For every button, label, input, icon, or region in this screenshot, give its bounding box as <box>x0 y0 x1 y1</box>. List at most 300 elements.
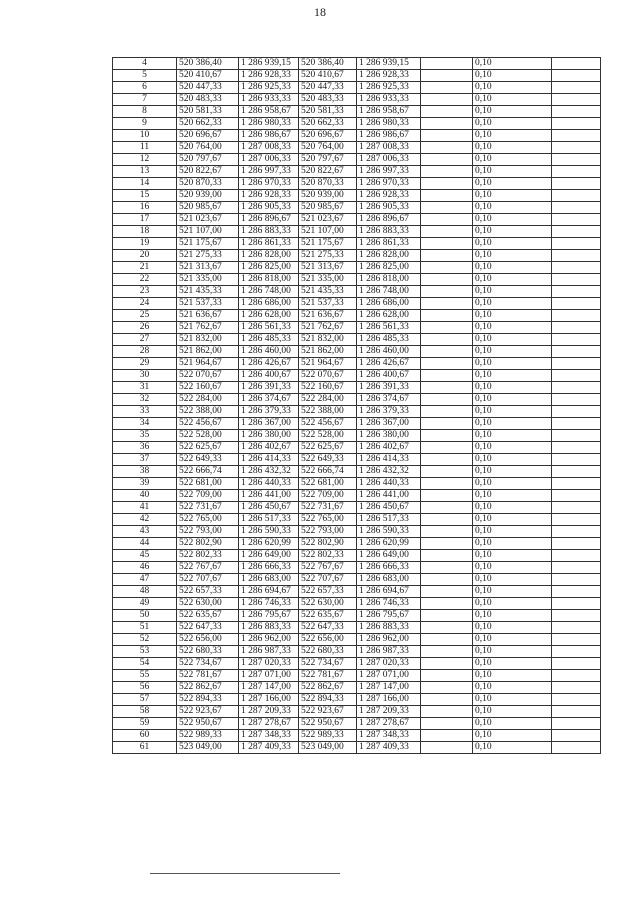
empty-cell-cell <box>552 58 601 70</box>
y-new-cell: 1 286 997,33 <box>357 166 421 178</box>
x-new-cell: 520 870,33 <box>299 178 357 190</box>
x-new-cell: 521 762,67 <box>299 322 357 334</box>
table-row <box>113 550 601 562</box>
accuracy-cell: 0,10 <box>473 742 552 754</box>
point-number-cell: 52 <box>113 634 177 646</box>
y-new-cell: 1 286 928,33 <box>357 70 421 82</box>
point-number-cell: 29 <box>113 358 177 370</box>
empty-cell-cell <box>421 742 473 754</box>
table-row <box>113 490 601 502</box>
y-new-cell: 1 286 367,00 <box>357 418 421 430</box>
point-number-cell: 16 <box>113 202 177 214</box>
y-new-cell: 1 287 348,33 <box>357 730 421 742</box>
accuracy-cell: 0,10 <box>473 298 552 310</box>
x-existing-cell: 522 647,33 <box>177 622 239 634</box>
accuracy-cell: 0,10 <box>473 250 552 262</box>
y-new-cell: 1 286 391,33 <box>357 382 421 394</box>
y-new-cell: 1 286 828,00 <box>357 250 421 262</box>
y-new-cell: 1 286 795,67 <box>357 610 421 622</box>
x-new-cell: 522 070,67 <box>299 370 357 382</box>
empty-cell-cell <box>552 490 601 502</box>
table-row <box>113 166 601 178</box>
empty-cell-cell <box>421 334 473 346</box>
table-row <box>113 250 601 262</box>
empty-cell-cell <box>421 202 473 214</box>
x-new-cell: 520 797,67 <box>299 154 357 166</box>
empty-cell-cell <box>552 418 601 430</box>
x-existing-cell: 520 483,33 <box>177 94 239 106</box>
x-new-cell: 522 656,00 <box>299 634 357 646</box>
empty-cell-cell <box>552 262 601 274</box>
table-row <box>113 658 601 670</box>
empty-cell-cell <box>421 394 473 406</box>
x-existing-cell: 522 284,00 <box>177 394 239 406</box>
x-new-cell: 520 447,33 <box>299 82 357 94</box>
x-new-cell: 522 647,33 <box>299 622 357 634</box>
accuracy-cell: 0,10 <box>473 106 552 118</box>
empty-cell-cell <box>421 562 473 574</box>
x-new-cell: 522 765,00 <box>299 514 357 526</box>
x-new-cell: 522 781,67 <box>299 670 357 682</box>
point-number-cell: 53 <box>113 646 177 658</box>
point-number-cell: 57 <box>113 694 177 706</box>
x-new-cell: 520 939,00 <box>299 190 357 202</box>
y-existing-cell: 1 286 883,33 <box>239 622 299 634</box>
accuracy-cell: 0,10 <box>473 142 552 154</box>
table-row <box>113 706 601 718</box>
x-existing-cell: 522 657,33 <box>177 586 239 598</box>
accuracy-cell: 0,10 <box>473 430 552 442</box>
y-existing-cell: 1 287 020,33 <box>239 658 299 670</box>
x-new-cell: 520 581,33 <box>299 106 357 118</box>
x-new-cell: 522 666,74 <box>299 466 357 478</box>
accuracy-cell: 0,10 <box>473 274 552 286</box>
empty-cell-cell <box>552 82 601 94</box>
y-existing-cell: 1 286 748,00 <box>239 286 299 298</box>
point-number-cell: 49 <box>113 598 177 610</box>
y-new-cell: 1 286 883,33 <box>357 622 421 634</box>
empty-cell-cell <box>552 622 601 634</box>
table-row <box>113 190 601 202</box>
empty-cell-cell <box>552 70 601 82</box>
y-new-cell: 1 286 590,33 <box>357 526 421 538</box>
x-existing-cell: 522 989,33 <box>177 730 239 742</box>
empty-cell-cell <box>552 478 601 490</box>
x-new-cell: 521 335,00 <box>299 274 357 286</box>
table-row <box>113 526 601 538</box>
y-existing-cell: 1 287 209,33 <box>239 706 299 718</box>
x-existing-cell: 521 862,00 <box>177 346 239 358</box>
y-new-cell: 1 287 006,33 <box>357 154 421 166</box>
x-new-cell: 522 681,00 <box>299 478 357 490</box>
empty-cell-cell <box>552 94 601 106</box>
table-row <box>113 610 601 622</box>
x-existing-cell: 520 581,33 <box>177 106 239 118</box>
empty-cell-cell <box>421 106 473 118</box>
empty-cell-cell <box>552 118 601 130</box>
y-new-cell: 1 286 883,33 <box>357 226 421 238</box>
y-existing-cell: 1 286 686,00 <box>239 298 299 310</box>
table-row <box>113 562 601 574</box>
x-existing-cell: 522 666,74 <box>177 466 239 478</box>
empty-cell-cell <box>552 586 601 598</box>
point-number-cell: 11 <box>113 142 177 154</box>
x-existing-cell: 522 923,67 <box>177 706 239 718</box>
table-row <box>113 742 601 754</box>
empty-cell-cell <box>552 238 601 250</box>
x-existing-cell: 521 275,33 <box>177 250 239 262</box>
empty-cell-cell <box>552 454 601 466</box>
table-row <box>113 358 601 370</box>
table-row <box>113 454 601 466</box>
empty-cell-cell <box>552 322 601 334</box>
footer-divider <box>150 873 340 874</box>
accuracy-cell: 0,10 <box>473 562 552 574</box>
y-existing-cell: 1 286 933,33 <box>239 94 299 106</box>
y-new-cell: 1 286 379,33 <box>357 406 421 418</box>
point-number-cell: 31 <box>113 382 177 394</box>
x-new-cell: 522 894,33 <box>299 694 357 706</box>
point-number-cell: 41 <box>113 502 177 514</box>
x-existing-cell: 522 731,67 <box>177 502 239 514</box>
y-existing-cell: 1 287 166,00 <box>239 694 299 706</box>
y-existing-cell: 1 286 958,67 <box>239 106 299 118</box>
empty-cell-cell <box>421 382 473 394</box>
point-number-cell: 42 <box>113 514 177 526</box>
x-new-cell: 522 680,33 <box>299 646 357 658</box>
point-number-cell: 34 <box>113 418 177 430</box>
empty-cell-cell <box>552 334 601 346</box>
x-existing-cell: 520 764,00 <box>177 142 239 154</box>
empty-cell-cell <box>421 322 473 334</box>
y-existing-cell: 1 286 402,67 <box>239 442 299 454</box>
y-existing-cell: 1 286 441,00 <box>239 490 299 502</box>
x-new-cell: 521 175,67 <box>299 238 357 250</box>
y-existing-cell: 1 286 374,67 <box>239 394 299 406</box>
accuracy-cell: 0,10 <box>473 118 552 130</box>
y-new-cell: 1 286 818,00 <box>357 274 421 286</box>
empty-cell-cell <box>552 130 601 142</box>
x-existing-cell: 520 447,33 <box>177 82 239 94</box>
point-number-cell: 10 <box>113 130 177 142</box>
accuracy-cell: 0,10 <box>473 646 552 658</box>
empty-cell-cell <box>421 610 473 622</box>
empty-cell-cell <box>421 454 473 466</box>
y-new-cell: 1 286 380,00 <box>357 430 421 442</box>
empty-cell-cell <box>421 718 473 730</box>
accuracy-cell: 0,10 <box>473 610 552 622</box>
empty-cell-cell <box>552 310 601 322</box>
table-row <box>113 298 601 310</box>
x-new-cell: 522 625,67 <box>299 442 357 454</box>
point-number-cell: 19 <box>113 238 177 250</box>
empty-cell-cell <box>552 646 601 658</box>
empty-cell-cell <box>552 106 601 118</box>
empty-cell-cell <box>421 406 473 418</box>
x-existing-cell: 522 862,67 <box>177 682 239 694</box>
y-existing-cell: 1 286 379,33 <box>239 406 299 418</box>
accuracy-cell: 0,10 <box>473 370 552 382</box>
y-new-cell: 1 286 958,67 <box>357 106 421 118</box>
y-new-cell: 1 287 071,00 <box>357 670 421 682</box>
empty-cell-cell <box>421 646 473 658</box>
y-existing-cell: 1 286 683,00 <box>239 574 299 586</box>
y-new-cell: 1 286 905,33 <box>357 202 421 214</box>
y-new-cell: 1 287 278,67 <box>357 718 421 730</box>
point-number-cell: 9 <box>113 118 177 130</box>
empty-cell-cell <box>421 634 473 646</box>
accuracy-cell: 0,10 <box>473 574 552 586</box>
y-existing-cell: 1 287 147,00 <box>239 682 299 694</box>
x-existing-cell: 522 656,00 <box>177 634 239 646</box>
y-existing-cell: 1 286 561,33 <box>239 322 299 334</box>
point-number-cell: 23 <box>113 286 177 298</box>
y-new-cell: 1 286 987,33 <box>357 646 421 658</box>
point-number-cell: 22 <box>113 274 177 286</box>
y-new-cell: 1 286 962,00 <box>357 634 421 646</box>
y-new-cell: 1 286 374,67 <box>357 394 421 406</box>
table-row <box>113 466 601 478</box>
table-row <box>113 370 601 382</box>
point-number-cell: 4 <box>113 58 177 70</box>
point-number-cell: 14 <box>113 178 177 190</box>
y-new-cell: 1 286 402,67 <box>357 442 421 454</box>
x-new-cell: 522 989,33 <box>299 730 357 742</box>
point-number-cell: 15 <box>113 190 177 202</box>
y-new-cell: 1 286 896,67 <box>357 214 421 226</box>
table-row <box>113 262 601 274</box>
empty-cell-cell <box>421 574 473 586</box>
point-number-cell: 36 <box>113 442 177 454</box>
y-new-cell: 1 286 694,67 <box>357 586 421 598</box>
x-new-cell: 521 023,67 <box>299 214 357 226</box>
empty-cell-cell <box>552 166 601 178</box>
x-new-cell: 522 950,67 <box>299 718 357 730</box>
y-existing-cell: 1 286 694,67 <box>239 586 299 598</box>
x-existing-cell: 521 175,67 <box>177 238 239 250</box>
accuracy-cell: 0,10 <box>473 238 552 250</box>
empty-cell-cell <box>421 250 473 262</box>
coordinates-table-body <box>113 58 601 754</box>
empty-cell-cell <box>421 538 473 550</box>
x-existing-cell: 521 107,00 <box>177 226 239 238</box>
x-new-cell: 522 388,00 <box>299 406 357 418</box>
x-new-cell: 520 410,67 <box>299 70 357 82</box>
x-new-cell: 522 630,00 <box>299 598 357 610</box>
empty-cell-cell <box>421 214 473 226</box>
table-row <box>113 406 601 418</box>
x-existing-cell: 520 410,67 <box>177 70 239 82</box>
empty-cell-cell <box>421 706 473 718</box>
empty-cell-cell <box>552 550 601 562</box>
x-existing-cell: 522 781,67 <box>177 670 239 682</box>
empty-cell-cell <box>552 190 601 202</box>
empty-cell-cell <box>552 274 601 286</box>
y-existing-cell: 1 286 896,67 <box>239 214 299 226</box>
x-existing-cell: 522 767,67 <box>177 562 239 574</box>
empty-cell-cell <box>421 658 473 670</box>
empty-cell-cell <box>552 346 601 358</box>
point-number-cell: 54 <box>113 658 177 670</box>
x-existing-cell: 522 765,00 <box>177 514 239 526</box>
y-existing-cell: 1 286 620,99 <box>239 538 299 550</box>
empty-cell-cell <box>421 586 473 598</box>
empty-cell-cell <box>421 370 473 382</box>
point-number-cell: 58 <box>113 706 177 718</box>
table-row <box>113 310 601 322</box>
point-number-cell: 24 <box>113 298 177 310</box>
point-number-cell: 51 <box>113 622 177 634</box>
y-existing-cell: 1 286 517,33 <box>239 514 299 526</box>
y-existing-cell: 1 286 380,00 <box>239 430 299 442</box>
empty-cell-cell <box>552 394 601 406</box>
table-row <box>113 682 601 694</box>
accuracy-cell: 0,10 <box>473 286 552 298</box>
x-new-cell: 523 049,00 <box>299 742 357 754</box>
empty-cell-cell <box>552 370 601 382</box>
x-new-cell: 521 435,33 <box>299 286 357 298</box>
empty-cell-cell <box>421 262 473 274</box>
y-existing-cell: 1 286 440,33 <box>239 478 299 490</box>
point-number-cell: 55 <box>113 670 177 682</box>
empty-cell-cell <box>421 670 473 682</box>
y-existing-cell: 1 286 962,00 <box>239 634 299 646</box>
x-new-cell: 520 764,00 <box>299 142 357 154</box>
empty-cell-cell <box>421 694 473 706</box>
y-new-cell: 1 286 928,33 <box>357 190 421 202</box>
empty-cell-cell <box>421 94 473 106</box>
empty-cell-cell <box>552 706 601 718</box>
x-existing-cell: 522 625,67 <box>177 442 239 454</box>
y-new-cell: 1 286 980,33 <box>357 118 421 130</box>
y-existing-cell: 1 286 928,33 <box>239 190 299 202</box>
x-new-cell: 520 483,33 <box>299 94 357 106</box>
table-row <box>113 106 601 118</box>
empty-cell-cell <box>552 730 601 742</box>
empty-cell-cell <box>421 274 473 286</box>
accuracy-cell: 0,10 <box>473 442 552 454</box>
empty-cell-cell <box>421 490 473 502</box>
y-new-cell: 1 286 561,33 <box>357 322 421 334</box>
empty-cell-cell <box>552 250 601 262</box>
point-number-cell: 40 <box>113 490 177 502</box>
y-new-cell: 1 287 209,33 <box>357 706 421 718</box>
accuracy-cell: 0,10 <box>473 718 552 730</box>
y-existing-cell: 1 286 400,67 <box>239 370 299 382</box>
y-existing-cell: 1 286 883,33 <box>239 226 299 238</box>
point-number-cell: 20 <box>113 250 177 262</box>
y-existing-cell: 1 286 414,33 <box>239 454 299 466</box>
y-new-cell: 1 286 649,00 <box>357 550 421 562</box>
y-new-cell: 1 286 986,67 <box>357 130 421 142</box>
accuracy-cell: 0,10 <box>473 454 552 466</box>
empty-cell-cell <box>552 226 601 238</box>
x-existing-cell: 522 950,67 <box>177 718 239 730</box>
empty-cell-cell <box>421 502 473 514</box>
accuracy-cell: 0,10 <box>473 358 552 370</box>
point-number-cell: 39 <box>113 478 177 490</box>
x-existing-cell: 522 709,00 <box>177 490 239 502</box>
empty-cell-cell <box>552 406 601 418</box>
y-new-cell: 1 286 400,67 <box>357 370 421 382</box>
y-new-cell: 1 286 861,33 <box>357 238 421 250</box>
empty-cell-cell <box>421 514 473 526</box>
point-number-cell: 33 <box>113 406 177 418</box>
accuracy-cell: 0,10 <box>473 490 552 502</box>
empty-cell-cell <box>552 514 601 526</box>
x-new-cell: 522 284,00 <box>299 394 357 406</box>
y-new-cell: 1 287 409,33 <box>357 742 421 754</box>
table-row <box>113 238 601 250</box>
table-row <box>113 598 601 610</box>
empty-cell-cell <box>421 166 473 178</box>
point-number-cell: 60 <box>113 730 177 742</box>
table-row <box>113 94 601 106</box>
x-new-cell: 520 386,40 <box>299 58 357 70</box>
x-existing-cell: 522 802,33 <box>177 550 239 562</box>
accuracy-cell: 0,10 <box>473 502 552 514</box>
y-new-cell: 1 286 748,00 <box>357 286 421 298</box>
x-new-cell: 520 822,67 <box>299 166 357 178</box>
accuracy-cell: 0,10 <box>473 634 552 646</box>
empty-cell-cell <box>552 142 601 154</box>
empty-cell-cell <box>421 310 473 322</box>
empty-cell-cell <box>421 286 473 298</box>
x-existing-cell: 521 335,00 <box>177 274 239 286</box>
x-existing-cell: 522 802,90 <box>177 538 239 550</box>
y-new-cell: 1 287 008,33 <box>357 142 421 154</box>
table-row <box>113 514 601 526</box>
x-new-cell: 520 662,33 <box>299 118 357 130</box>
x-existing-cell: 520 662,33 <box>177 118 239 130</box>
empty-cell-cell <box>421 130 473 142</box>
x-new-cell: 521 636,67 <box>299 310 357 322</box>
y-existing-cell: 1 286 460,00 <box>239 346 299 358</box>
y-existing-cell: 1 287 409,33 <box>239 742 299 754</box>
empty-cell-cell <box>421 622 473 634</box>
table-row <box>113 154 601 166</box>
y-new-cell: 1 287 147,00 <box>357 682 421 694</box>
table-row <box>113 286 601 298</box>
empty-cell-cell <box>421 190 473 202</box>
x-new-cell: 522 731,67 <box>299 502 357 514</box>
table-row <box>113 202 601 214</box>
x-existing-cell: 520 696,67 <box>177 130 239 142</box>
y-existing-cell: 1 286 628,00 <box>239 310 299 322</box>
empty-cell-cell <box>552 154 601 166</box>
y-new-cell: 1 286 450,67 <box>357 502 421 514</box>
y-existing-cell: 1 286 986,67 <box>239 130 299 142</box>
y-new-cell: 1 286 686,00 <box>357 298 421 310</box>
empty-cell-cell <box>552 214 601 226</box>
point-number-cell: 61 <box>113 742 177 754</box>
x-new-cell: 522 707,67 <box>299 574 357 586</box>
empty-cell-cell <box>552 562 601 574</box>
y-existing-cell: 1 287 006,33 <box>239 154 299 166</box>
table-row <box>113 274 601 286</box>
y-new-cell: 1 286 517,33 <box>357 514 421 526</box>
y-existing-cell: 1 286 987,33 <box>239 646 299 658</box>
y-new-cell: 1 286 460,00 <box>357 346 421 358</box>
y-new-cell: 1 286 746,33 <box>357 598 421 610</box>
accuracy-cell: 0,10 <box>473 394 552 406</box>
empty-cell-cell <box>421 682 473 694</box>
x-existing-cell: 520 797,67 <box>177 154 239 166</box>
table-row <box>113 646 601 658</box>
x-new-cell: 522 802,33 <box>299 550 357 562</box>
accuracy-cell: 0,10 <box>473 478 552 490</box>
x-existing-cell: 522 649,33 <box>177 454 239 466</box>
